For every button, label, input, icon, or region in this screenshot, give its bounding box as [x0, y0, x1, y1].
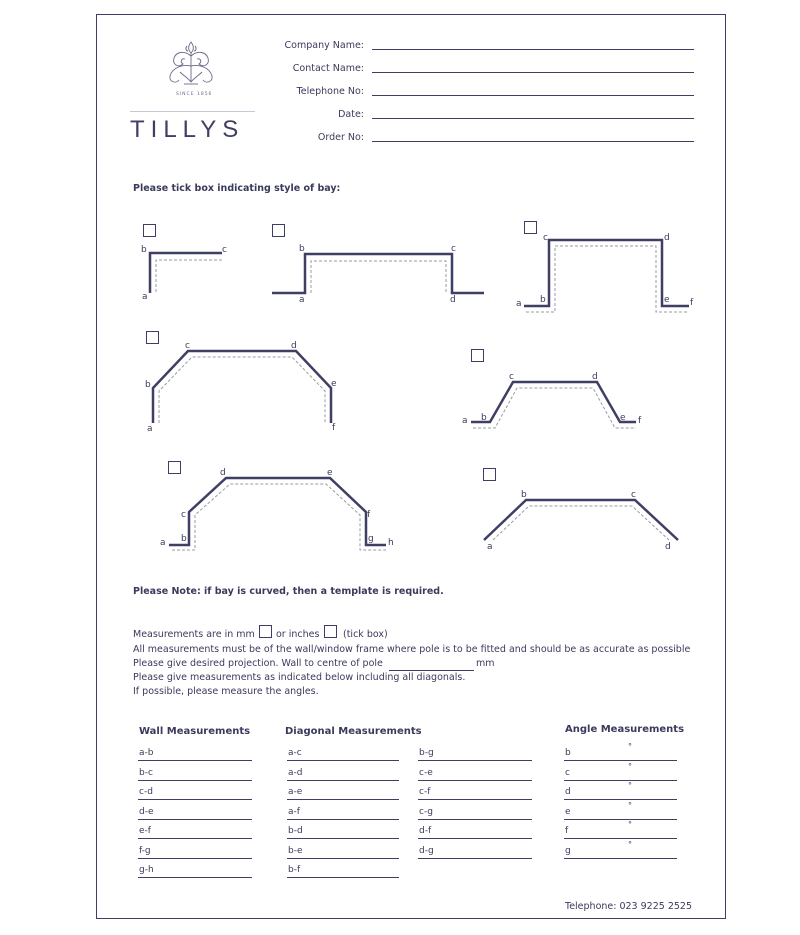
- angle-measurement-input[interactable]: [564, 780, 677, 781]
- diagonal-measurement-input[interactable]: [287, 838, 399, 839]
- bay-style-4-point-label: f: [332, 423, 336, 433]
- bay-style-5-point-label: f: [638, 416, 642, 426]
- angle-measurement-label: d: [565, 787, 571, 797]
- diagonal-measurement-label: b-f: [288, 865, 301, 875]
- diagonal-measurement-input[interactable]: [418, 838, 532, 839]
- wall-measurement-input[interactable]: [138, 858, 252, 859]
- wall-measurement-label: d-e: [139, 806, 154, 817]
- diagonal-measurement-label: b-e: [288, 845, 303, 856]
- bay-style-5-point-label: d: [592, 372, 598, 382]
- angle-measurement-input[interactable]: [564, 838, 677, 839]
- bay-style-5-checkbox[interactable]: [471, 349, 484, 362]
- wall-measurement-label: a-b: [139, 748, 154, 758]
- bay-style-1-guide: [156, 260, 222, 292]
- wall-measurement-label: b-c: [139, 767, 153, 778]
- bay-style-5-point-label: c: [509, 372, 514, 382]
- bay-style-4-point-label: c: [185, 341, 190, 351]
- bay-style-4-point-label: e: [331, 379, 337, 389]
- bay-style-6-point-label: g: [368, 534, 374, 544]
- diagonal-measurement-input[interactable]: [287, 877, 399, 878]
- bay-style-7-point-label: c: [631, 490, 636, 500]
- header-field-input[interactable]: [372, 72, 694, 73]
- diagonal-measurement-input[interactable]: [287, 760, 399, 761]
- crest-icon: [160, 38, 222, 90]
- bay-style-6-guide: [172, 484, 386, 550]
- wall-measurement-input[interactable]: [138, 760, 252, 761]
- units-mid: or inches: [276, 629, 320, 640]
- angle-measurement-label: b: [565, 748, 571, 758]
- units-mm-checkbox[interactable]: [259, 625, 272, 638]
- bay-instruction: Please tick box indicating style of bay:: [133, 183, 341, 194]
- degree-symbol: °: [628, 820, 632, 829]
- diagonal-measurement-label: a-f: [288, 806, 300, 817]
- wall-measurement-input[interactable]: [138, 838, 252, 839]
- bay-style-2-outline: [272, 254, 484, 293]
- diagonal-measurement-input[interactable]: [418, 760, 532, 761]
- diagonal-measurement-label: b-g: [419, 748, 434, 758]
- bay-style-5-point-label: e: [620, 413, 626, 423]
- angle-measurement-label: c: [565, 767, 570, 778]
- angle-measurement-label: g: [565, 845, 571, 856]
- bay-style-3-point-label: a: [516, 299, 522, 309]
- bay-style-7-point-label: b: [521, 490, 527, 500]
- bay-style-4-guide: [159, 357, 325, 423]
- wall-measurement-input[interactable]: [138, 799, 252, 800]
- angle-measurement-label: f: [565, 826, 569, 836]
- bay-style-7-point-label: a: [487, 542, 493, 552]
- diagonal-measurement-input[interactable]: [287, 799, 399, 800]
- bay-style-2-point-label: c: [451, 244, 456, 254]
- bay-style-4-point-label: d: [291, 341, 297, 351]
- diagonal-measurement-input[interactable]: [287, 858, 399, 859]
- units-prefix: Measurements are in mm: [133, 629, 255, 640]
- bay-style-6-point-label: a: [160, 538, 166, 548]
- degree-symbol: °: [628, 761, 632, 771]
- since-text: SINCE 1856: [176, 92, 213, 97]
- diagonal-measurement-label: a-c: [288, 748, 302, 758]
- header-field-input[interactable]: [372, 141, 694, 142]
- brand-name: TILLYS: [130, 116, 245, 143]
- bay-style-6-point-label: d: [220, 468, 226, 478]
- header-field-input[interactable]: [372, 49, 694, 50]
- bay-style-4-checkbox[interactable]: [146, 331, 159, 344]
- bay-style-2-checkbox[interactable]: [272, 224, 285, 237]
- instruction-accuracy: All measurements must be of the wall/window frame where pole is to be fitted and should be as accurate as possible: [133, 644, 691, 655]
- bay-style-3-point-label: f: [690, 298, 694, 308]
- bay-style-5-point-label: a: [462, 416, 468, 426]
- footer-telephone: Telephone: 023 9225 2525: [565, 901, 692, 912]
- instruction-projection: Please give desired projection. Wall to centre of pole: [133, 658, 383, 669]
- bay-style-1-checkbox[interactable]: [143, 224, 156, 237]
- diagonal-measurement-input[interactable]: [418, 780, 532, 781]
- angle-measurement-input[interactable]: [564, 799, 677, 800]
- diagonal-measurement-label: c-e: [419, 767, 433, 778]
- degree-symbol: °: [628, 839, 632, 849]
- bay-style-7-guide: [493, 506, 669, 540]
- header-field-input[interactable]: [372, 118, 694, 119]
- header-field-label: Company Name:: [284, 40, 364, 51]
- diagonal-measurement-input[interactable]: [418, 799, 532, 800]
- diagonal-measurement-input[interactable]: [287, 819, 399, 820]
- bay-style-3-point-label: b: [540, 295, 546, 305]
- curved-bay-note: Please Note: if bay is curved, then a template is required.: [133, 586, 444, 597]
- diagonal-measurement-label: c-f: [419, 787, 431, 797]
- header-field-label: Contact Name:: [292, 63, 364, 74]
- instruction-diagonals: Please give measurements as indicated below including all diagonals.: [133, 672, 466, 683]
- header-field-label: Telephone No:: [296, 86, 364, 97]
- degree-symbol: °: [628, 800, 632, 810]
- header-field-input[interactable]: [372, 95, 694, 96]
- header-field-label: Date:: [338, 109, 364, 120]
- bay-style-2-point-label: d: [450, 295, 456, 305]
- diagonal-measurement-label: a-e: [288, 787, 303, 797]
- bay-style-6-point-label: b: [181, 534, 187, 544]
- units-line: [133, 629, 255, 640]
- wall-measurement-input[interactable]: [138, 877, 252, 878]
- bay-style-3-point-label: c: [543, 233, 548, 243]
- bay-style-4-outline: [153, 351, 331, 423]
- bay-style-3-point-label: d: [664, 233, 670, 243]
- angle-measurement-input[interactable]: [564, 858, 677, 859]
- instruction-angles: If possible, please measure the angles.: [133, 686, 319, 697]
- bay-style-3-point-label: e: [664, 295, 670, 305]
- header-field-label: Order No:: [317, 132, 364, 143]
- bay-style-3-checkbox[interactable]: [524, 221, 537, 234]
- bay-style-4-point-label: b: [145, 380, 151, 390]
- bay-style-1-point-label: c: [222, 245, 227, 255]
- bay-style-6-point-label: c: [181, 510, 186, 520]
- angle-measurement-input[interactable]: [564, 760, 677, 761]
- bay-diagrams: [0, 200, 800, 560]
- bay-style-2-point-label: a: [299, 295, 305, 305]
- bay-style-2-point-label: b: [299, 244, 305, 254]
- bay-style-1-point-label: b: [141, 245, 147, 255]
- diagonal-measurement-input[interactable]: [418, 858, 532, 859]
- angle-measurements-title: Angle Measurements: [565, 724, 685, 735]
- angle-measurement-input[interactable]: [564, 819, 677, 820]
- angle-measurement-label: e: [565, 806, 571, 817]
- bay-style-6-outline: [169, 478, 386, 545]
- bay-style-6-point-label: e: [327, 468, 333, 478]
- wall-measurement-label: c-d: [139, 787, 153, 797]
- diagonal-measurements-title: Diagonal Measurements: [285, 726, 422, 737]
- bay-style-2-guide: [311, 261, 446, 293]
- bay-style-5-outline: [471, 382, 636, 422]
- wall-measurement-label: g-h: [139, 865, 154, 875]
- degree-symbol: °: [628, 781, 632, 790]
- wall-measurements-title: Wall Measurements: [139, 726, 251, 737]
- projection-unit: mm: [476, 658, 495, 669]
- diagonal-measurement-input[interactable]: [418, 819, 532, 820]
- wall-measurement-input[interactable]: [138, 780, 252, 781]
- bay-style-6-point-label: h: [388, 538, 394, 548]
- diagonal-measurement-label: c-g: [419, 806, 433, 817]
- diagonal-measurement-label: d-f: [419, 826, 432, 836]
- wall-measurement-input[interactable]: [138, 819, 252, 820]
- diagonal-measurement-label: d-g: [419, 845, 434, 856]
- units-inches-checkbox[interactable]: [324, 625, 337, 638]
- bay-style-7-checkbox[interactable]: [483, 468, 496, 481]
- bay-style-6-checkbox[interactable]: [168, 461, 181, 474]
- bay-style-4-point-label: a: [147, 424, 153, 434]
- bay-style-1-point-label: a: [142, 292, 148, 302]
- projection-field[interactable]: [389, 670, 474, 671]
- bay-style-1-outline: [150, 253, 222, 293]
- bay-style-5-point-label: b: [481, 413, 487, 423]
- wall-measurement-label: f-g: [139, 845, 151, 856]
- bay-style-7-point-label: d: [665, 542, 671, 552]
- units-suffix: (tick box): [343, 629, 388, 640]
- wall-measurement-label: e-f: [139, 826, 151, 836]
- diagonal-measurement-input[interactable]: [287, 780, 399, 781]
- degree-symbol: °: [628, 742, 632, 751]
- logo-divider: [130, 111, 255, 112]
- diagonal-measurement-label: a-d: [288, 767, 303, 778]
- bay-style-6-point-label: f: [367, 510, 371, 520]
- diagonal-measurement-label: b-d: [288, 826, 303, 836]
